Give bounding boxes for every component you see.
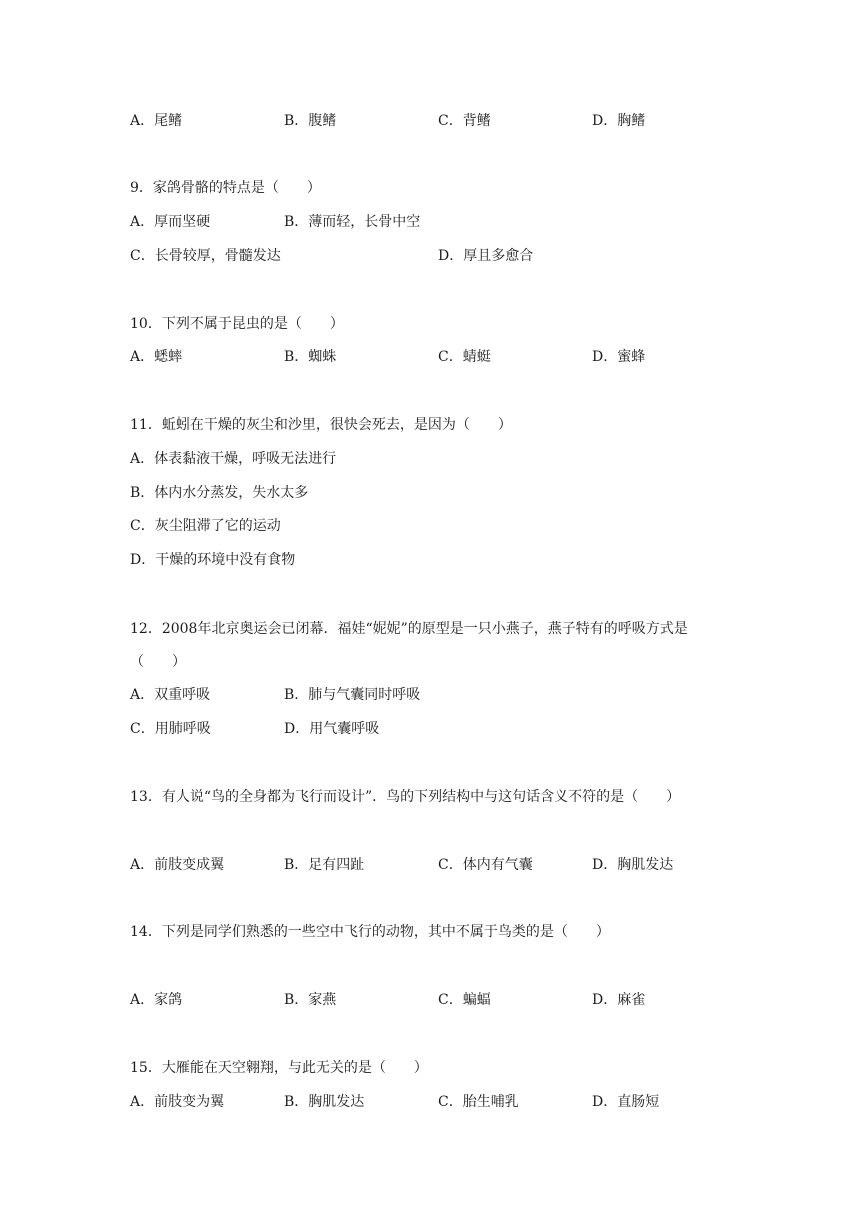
q14-option-a[interactable]: A．家鸽 xyxy=(130,992,183,1008)
q15-stem: 15．大雁能在天空翱翔，与此无关的是（ ） xyxy=(130,1060,428,1076)
q14-option-d[interactable]: D．麻雀 xyxy=(592,992,646,1008)
q13-option-a[interactable]: A．前肢变成翼 xyxy=(130,857,225,873)
q10-option-a[interactable]: A．蟋蟀 xyxy=(130,349,183,365)
q13-option-c[interactable]: C．体内有气囊 xyxy=(438,857,533,873)
q12-option-d[interactable]: D．用气囊呼吸 xyxy=(284,721,380,737)
q11-option-c[interactable]: C．灰尘阻滞了它的运动 xyxy=(130,518,281,534)
q10-option-b[interactable]: B．蜘蛛 xyxy=(284,349,337,365)
q11-option-b[interactable]: B．体内水分蒸发，失水太多 xyxy=(130,485,309,501)
q9-option-d[interactable]: D．厚且多愈合 xyxy=(438,248,534,264)
q11-stem: 11．蚯蚓在干燥的灰尘和沙里，很快会死去，是因为（ ） xyxy=(130,417,512,433)
q10-option-d[interactable]: D．蜜蜂 xyxy=(592,349,646,365)
q15-option-d[interactable]: D．直肠短 xyxy=(592,1094,660,1110)
q11-option-a[interactable]: A．体表黏液干燥，呼吸无法进行 xyxy=(130,451,337,467)
q8-option-b[interactable]: B．腹鳍 xyxy=(284,113,337,129)
q13-stem: 13．有人说“鸟的全身都为飞行而设计”．鸟的下列结构中与这句话含义不符的是（ ） xyxy=(130,789,681,805)
q13-option-b[interactable]: B．足有四趾 xyxy=(284,857,365,873)
q8-option-d[interactable]: D．胸鳍 xyxy=(592,113,646,129)
q10-option-c[interactable]: C．蜻蜓 xyxy=(438,349,491,365)
q12-option-a[interactable]: A．双重呼吸 xyxy=(130,687,211,703)
q11-option-d[interactable]: D．干燥的环境中没有食物 xyxy=(130,552,296,568)
q12-option-c[interactable]: C．用肺呼吸 xyxy=(130,721,211,737)
q9-option-a[interactable]: A．厚而坚硬 xyxy=(130,214,211,230)
q15-option-b[interactable]: B．胸肌发达 xyxy=(284,1094,365,1110)
q8-option-a[interactable]: A．尾鳍 xyxy=(130,113,183,129)
q15-option-c[interactable]: C．胎生哺乳 xyxy=(438,1094,519,1110)
q9-stem: 9．家鸽骨骼的特点是（ ） xyxy=(130,180,321,196)
q12-stem: 12．2008年北京奥运会已闭幕．福娃“妮妮”的原型是一只小燕子，燕子特有的呼吸方式是 xyxy=(130,621,688,637)
q14-stem: 14．下列是同学们熟悉的一些空中飞行的动物，其中不属于鸟类的是（ ） xyxy=(130,924,610,940)
q9-option-c[interactable]: C．长骨较厚，骨髓发达 xyxy=(130,248,281,264)
q12-option-b[interactable]: B．肺与气囊同时呼吸 xyxy=(284,687,421,703)
q10-stem: 10．下列不属于昆虫的是（ ） xyxy=(130,316,344,332)
q9-option-b[interactable]: B．薄而轻，长骨中空 xyxy=(284,214,421,230)
q14-option-c[interactable]: C．蝙蝠 xyxy=(438,992,491,1008)
q8-option-c[interactable]: C．背鳍 xyxy=(438,113,491,129)
q13-option-d[interactable]: D．胸肌发达 xyxy=(592,857,674,873)
q15-option-a[interactable]: A．前肢变为翼 xyxy=(130,1094,225,1110)
q12-stem-continued: （ ） xyxy=(130,654,186,670)
q14-option-b[interactable]: B．家燕 xyxy=(284,992,337,1008)
